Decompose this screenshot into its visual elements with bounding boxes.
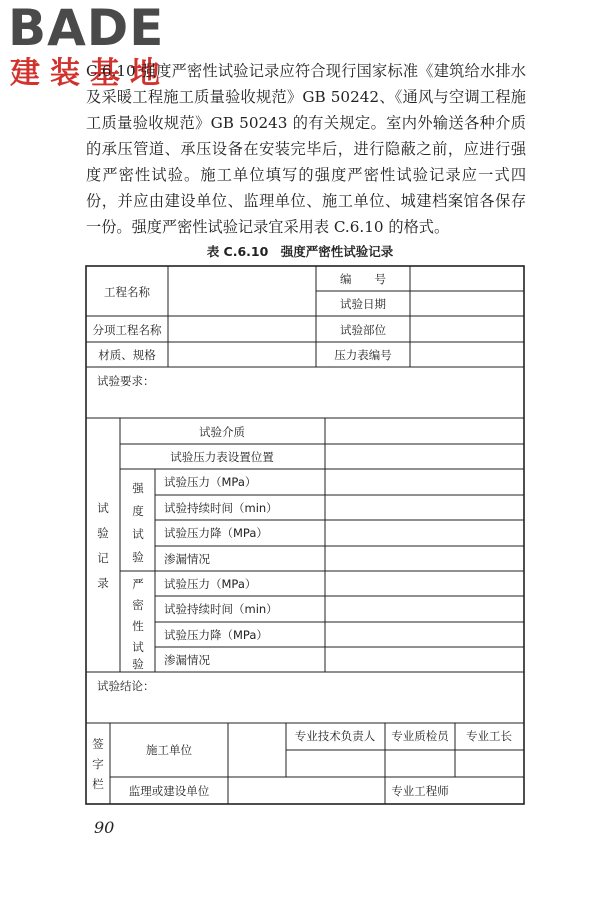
strength-side-0: 强: [132, 481, 144, 495]
test-date-label: 试验日期: [340, 297, 386, 311]
record-side-2: 记: [97, 551, 109, 565]
tightness-side-3: 试: [132, 640, 144, 654]
tightness-row-leakage: 渗漏情况: [164, 653, 210, 667]
tightness-side-0: 严: [132, 577, 144, 591]
sign-side-2: 栏: [92, 777, 104, 791]
record-side-1: 验: [97, 526, 109, 540]
project-name-label: 工程名称: [104, 285, 150, 299]
requirements-label: 试验要求：: [97, 374, 155, 388]
test-location-label: 试验部位: [340, 323, 386, 337]
construction-unit-label: 施工单位: [146, 743, 192, 757]
tech-lead-label: 专业技术负责人: [294, 729, 376, 743]
record-side-3: 录: [97, 576, 109, 590]
sign-side-1: 字: [92, 757, 104, 771]
logo-brand: BADE: [8, 0, 165, 57]
strength-row-drop: 试验压力降（MPa）: [164, 526, 268, 540]
sub-project-label: 分项工程名称: [92, 323, 162, 337]
tightness-row-duration: 试验持续时间（min）: [164, 602, 278, 616]
tightness-side-2: 性: [132, 619, 144, 633]
page-number: 90: [94, 818, 115, 837]
strength-side-2: 试: [132, 527, 144, 541]
supervision-unit-label: 监理或建设单位: [128, 784, 210, 798]
strength-row-duration: 试验持续时间（min）: [164, 501, 278, 515]
logo-subtitle: 建装基地: [10, 56, 170, 91]
strength-row-leakage: 渗漏情况: [164, 552, 210, 566]
strength-side-1: 度: [132, 504, 144, 518]
record-side-0: 试: [97, 501, 109, 515]
strength-row-pressure: 试验压力（MPa）: [164, 475, 257, 489]
tightness-side-1: 密: [132, 598, 144, 612]
foreman-label: 专业工长: [466, 729, 512, 743]
sign-side-0: 签: [92, 737, 104, 751]
medium-label: 试验介质: [199, 425, 245, 439]
intro-paragraph: C.6.10 强度严密性试验记录应符合现行国家标准《建筑给水排水及采暖工程施工质量验收规范》GB 50242、《通风与空调工程施工质量验收规范》GB 50243 的有关规定。室内外输送各种介质的承压管道、承压设备在安装完毕后，进行隐蔽之前，应进行强度严密性试验。施工单位填写的强度严密性试验记录应一式四份，并应由建设单位、监理单位、施工单位、城建档案馆各保存一份。强度严密性试验记录宜采用表 C.6.10 的格式。: [86, 62, 526, 236]
material-spec-label: 材质、规格: [98, 348, 156, 362]
table-caption: 表 C.6.10 强度严密性试验记录: [206, 244, 394, 259]
gauge-position-label: 试验压力表设置位置: [170, 450, 274, 464]
tightness-side-4: 验: [132, 657, 144, 671]
tightness-row-pressure: 试验压力（MPa）: [164, 577, 257, 591]
engineer-label: 专业工程师: [391, 784, 449, 798]
gauge-number-label: 压力表编号: [334, 348, 392, 362]
strength-side-3: 验: [132, 550, 144, 564]
number-label: 编 号: [340, 272, 386, 286]
tightness-row-drop: 试验压力降（MPa）: [164, 628, 268, 642]
quality-inspector-label: 专业质检员: [391, 729, 449, 743]
conclusion-label: 试验结论：: [97, 679, 155, 693]
